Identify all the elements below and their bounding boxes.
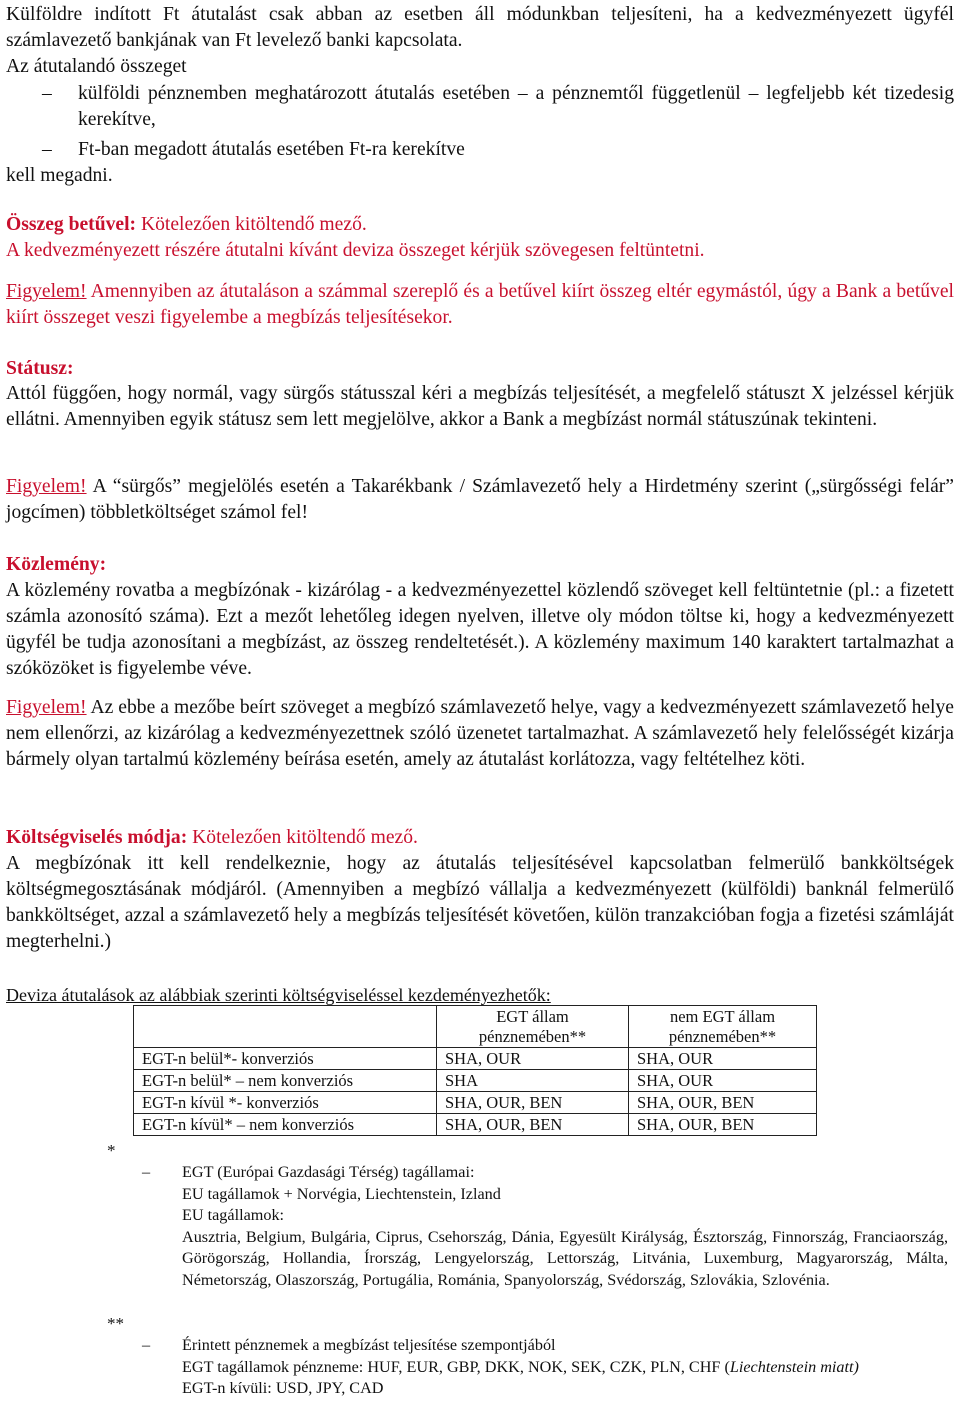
remark-text: A közlemény rovatba a megbízónak - kizárólag - a kedvezményezettel közlendő szöveget kell feltüntetnie (pl.: a fizetett számla azonosító száma). Ezt a mezőt lehetőleg idegen nyelven, illetve oly módon töltse ki, hogy a kedvezményezett ügyfél be tudja azonosítani a megbízást, az összeg rendeltetését.). A közlemény maximum 140 karaktert tartalmazhat a szóközöket is figyelembe véve. [6, 580, 954, 679]
table-header-cell [134, 1006, 437, 1048]
table-cell: SHA, OUR [629, 1048, 817, 1070]
footnote-currencies [182, 1335, 948, 1400]
table-cell: SHA, OUR [437, 1048, 629, 1070]
warning-text: A “sürgős” megjelölés esetén a Takarékbank / Számlavezető hely a Hirdetmény szerint („sürgősségi felár” jogcímen) többletköltséget számol fel! [6, 476, 954, 523]
warning-label: Figyelem! [6, 697, 87, 718]
dash-icon: – [142, 1163, 151, 1181]
remark-warning [6, 695, 954, 773]
footnote-line-italic: Liechtenstein miatt) [729, 1357, 859, 1376]
table-cell: EGT-n belül* – nem konverziós [134, 1070, 437, 1092]
table-cell: EGT-n belül*- konverziós [134, 1048, 437, 1070]
table-header-cell: nem EGT állam pénznemében** [629, 1006, 817, 1048]
cost-required: Kötelezően kitöltendő mező. [187, 827, 418, 848]
table-cell: SHA, OUR, BEN [437, 1114, 629, 1136]
intro-bullet-1 [6, 81, 954, 133]
footnote-line: EGT-n kívüli: USD, JPY, CAD [182, 1379, 384, 1397]
footnote-title: EGT (Európai Gazdasági Térség) tagállamai: [182, 1163, 475, 1181]
status-warning [6, 474, 954, 526]
footnote-title: Érintett pénznemek a megbízást teljesítése szempontjából [182, 1336, 556, 1354]
dash-icon: – [42, 83, 52, 104]
bullet-text: külföldi pénznemben meghatározott átutalás esetében – a pénznemtől függetlenül – legfeljebb két tizedesig kerekítve, [78, 83, 954, 130]
footnote-mark-single: * [107, 1141, 116, 1160]
warning-label: Figyelem! [6, 476, 87, 497]
table-cell: SHA, OUR, BEN [437, 1092, 629, 1114]
table-cell: SHA, OUR, BEN [629, 1092, 817, 1114]
table-header-cell: EGT állam pénznemében** [437, 1006, 629, 1048]
warning-text: Amennyiben az átutaláson a számmal szereplő és a betűvel kiírt összeg eltér egymástól, úgy a Bank a betűvel kiírt összeget veszi figyelembe a megbízás teljesítésekor. [6, 281, 954, 328]
dash-icon: – [42, 139, 52, 160]
amount-words-text: A kedvezményezett részére átutalni kívánt deviza összeget kérjük szövegesen feltüntetni. [6, 240, 705, 261]
intro-lead: Az átutalandó összeget [6, 56, 187, 77]
amount-words-heading [6, 212, 954, 238]
intro-paragraph: Külföldre indított Ft átutalást csak abban az esetben áll módunkban teljesíteni, ha a kedvezményezett ügyfél számlavezető bankjának van Ft levelező banki kapcsolata. [6, 4, 954, 51]
footnote-line-text: EGT tagállamok pénzneme: HUF, EUR, GBP, DKK, NOK, SEK, CZK, PLN, CHF ( [182, 1357, 730, 1376]
table-cell: SHA, OUR [629, 1070, 817, 1092]
table-cell: EGT-n kívül* – nem konverziós [134, 1114, 437, 1136]
cost-table [133, 1005, 817, 1136]
footnote-line: EU tagállamok: [182, 1206, 285, 1224]
bullet-text: Ft-ban megadott átutalás esetében Ft-ra kerekítve [78, 139, 465, 160]
amount-words-required: Kötelezően kitöltendő mező. [136, 214, 367, 235]
cost-text: A megbízónak itt kell rendelkeznie, hogy az átutalás teljesítésével kapcsolatban felmerülő bankköltségek költségmegosztásának módjáról. (Amennyiben a megbízó vállalja a kedvezményezett (külföldi) banknál felmerülő bankköltséget, azzal a számlavezető hely a megbízás teljesítését követően, külön tranzakcióban fogja a fizetési számláját megterhelni.) [6, 853, 954, 952]
table-cell: SHA [437, 1070, 629, 1092]
footnote-egt-members [182, 1162, 948, 1291]
table-cell: SHA, OUR, BEN [629, 1114, 817, 1136]
cost-label: Költségviselés módja: [6, 827, 188, 848]
footnote-mark-double: ** [107, 1314, 124, 1333]
table-row [134, 1048, 817, 1070]
amount-words-warning [6, 279, 954, 331]
intro-tail: kell megadni. [6, 165, 113, 186]
warning-label: Figyelem! [6, 281, 87, 302]
table-header-row [134, 1006, 817, 1048]
warning-text: Az ebbe a mezőbe beírt szöveget a megbízó számlavezető helye, vagy a kedvezményezett számlavezető helye nem ellenőrzi, az kizárólag a kedvezményezettnek szóló üzenetet tartalmazhat. A számlavezető hely felelősségét kizárja bármely olyan tartalmú közlemény beírása esetén, amely az átutalást korlátozza, vagy feltételhez köti. [6, 697, 954, 770]
footnote-countries: Ausztria, Belgium, Bulgária, Ciprus, Csehország, Dánia, Egyesült Királyság, Észtország, Finnország, Franciaország, Görögország, Hollandia, Írország, Lengyelország, Lettország, Litvánia, Luxemburg, Magyarország, Málta, Németország, Olaszország, Portugália, Románia, Spanyolország, Svédország, Szlovákia, Szlovénia. [182, 1227, 948, 1289]
table-row [134, 1114, 817, 1136]
table-row [134, 1070, 817, 1092]
remark-label: Közlemény: [6, 554, 107, 575]
cost-heading [6, 825, 954, 851]
cost-table-title: Deviza átutalások az alábbiak szerinti költségviseléssel kezdeményezhetők: [6, 985, 551, 1005]
amount-words-label: Összeg betűvel: [6, 214, 137, 235]
status-text: Attól függően, hogy normál, vagy sürgős státusszal kéri a megbízás teljesítését, a megfelelő státuszt X jelzéssel kérjük ellátni. Amennyiben egyik státusz sem lett megjelölve, akkor a Bank a megbízást normál státuszúnak tekinteni. [6, 383, 954, 430]
status-label: Státusz: [6, 358, 74, 379]
table-cell: EGT-n kívül *- konverziós [134, 1092, 437, 1114]
footnote-line [182, 1357, 948, 1379]
table-row [134, 1092, 817, 1114]
intro-bullet-2 [6, 137, 954, 163]
dash-icon: – [142, 1336, 151, 1354]
footnote-line: EU tagállamok + Norvégia, Liechtenstein, Izland [182, 1184, 501, 1203]
